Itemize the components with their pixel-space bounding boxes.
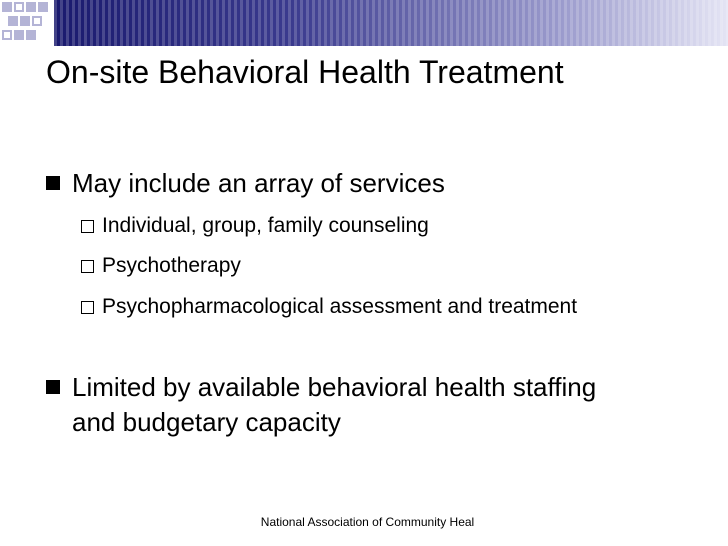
- bullet-square-icon: [46, 380, 60, 394]
- sub-bullet-text: Psychopharmacological assessment and treatment: [102, 295, 578, 318]
- sub-bullet-text: Individual, group, family counseling: [102, 214, 429, 237]
- bullet-text: Limited by available behavioral health staffing and budgetary capacity: [72, 372, 597, 437]
- sub-bullet-hollow-square-icon: [81, 301, 94, 314]
- bullet-text: May include an array of services: [72, 168, 445, 198]
- sub-bullet-hollow-square-icon: [81, 260, 94, 273]
- bullet-square-icon: [46, 176, 60, 190]
- slide-footer: National Association of Community Heal: [260, 515, 475, 529]
- slide-title: On-site Behavioral Health Treatment: [46, 54, 564, 90]
- sub-bullet-hollow-square-icon: [81, 220, 94, 233]
- sub-bullet-text: Psychotherapy: [102, 254, 241, 277]
